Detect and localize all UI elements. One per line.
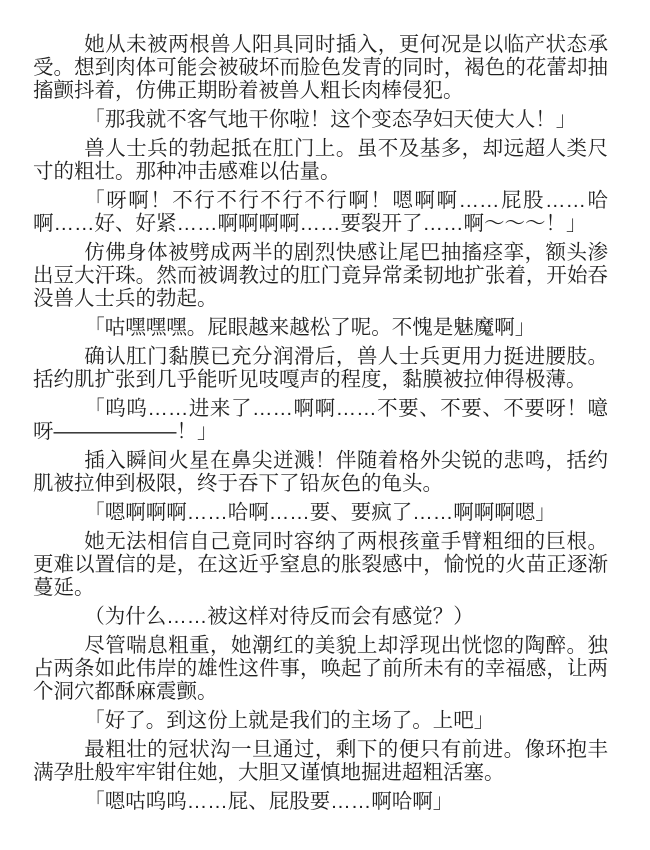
paragraph-03-narration: 兽人士兵的勃起抵在肛门上。虽不及基多，却远超人类尺寸的粗壮。那种冲击感难以估量。	[33, 137, 608, 183]
paragraph-10-dialogue: 「嗯啊啊啊……哈啊……要、要疯了……啊啊啊嗯」	[84, 501, 556, 524]
paragraph-15-narration: 最粗壮的冠状沟一旦通过，剩下的便只有前进。像环抱丰满孕肚般牢牢钳住她，大胆又谨慎地掘进超粗活塞。	[33, 738, 608, 784]
paragraph-05-narration: 仿佛身体被劈成两半的剧烈快感让尾巴抽搐痉挛，额头渗出豆大汗珠。然而被调教过的肛门竟异常柔韧地扩张着，开始吞没兽人士兵的勃起。	[33, 241, 608, 310]
paragraph-09-narration: 插入瞬间火星在鼻尖迸溅！伴随着格外尖锐的悲鸣，括约肌被拉伸到极限，终于吞下了铅灰色的龟头。	[33, 449, 608, 495]
paragraph-11-narration: 她无法相信自己竟同时容纳了两根孩童手臂粗细的巨根。更难以置信的是，在这近乎窒息的胀裂感中，愉悦的火苗正逐渐蔓延。	[33, 530, 608, 599]
paragraph-02-dialogue: 「那我就不客气地干你啦！这个变态孕妇天使大人！」	[84, 108, 577, 131]
paragraph-01-narration: 她从未被两根兽人阳具同时插入，更何况是以临产状态承受。想到肉体可能会被破坏而脸色发青的同时，褐色的花蕾却抽搐颤抖着，仿佛正期盼着被兽人粗长肉棒侵犯。	[33, 33, 608, 102]
paragraph-07-narration: 确认肛门黏膜已充分润滑后，兽人士兵更用力挺进腰肢。括约肌扩张到几乎能听见吱嘎声的程度，黏膜被拉伸得极薄。	[33, 345, 608, 391]
paragraph-08-dialogue: 「呜呜……进来了……啊啊……不要、不要、不要呀！噫呀——————！」	[33, 397, 608, 443]
paragraph-16-dialogue: 「嗯咕呜呜……屁、屁股要……啊哈啊」	[84, 790, 454, 813]
paragraph-13-narration: 尽管喘息粗重，她潮红的美貌上却浮现出恍惚的陶醉。独占两条如此伟岸的雄性这件事，唤起了前所未有的幸福感，让两个洞穴都酥麻震颤。	[33, 634, 608, 703]
paragraph-06-dialogue: 「咕嘿嘿嘿。屁眼越来越松了呢。不愧是魅魔啊」	[84, 316, 536, 339]
paragraph-12-thought: （为什么……被这样对待反而会有感觉？）	[84, 605, 474, 628]
paragraph-04-dialogue: 「呀啊！不行不行不行不行啊！嗯啊啊……屁股……哈啊……好、好紧……啊啊啊啊……要裂开了……啊～～～！」	[33, 189, 608, 235]
paragraph-14-dialogue: 「好了。到这份上就是我们的主场了。上吧」	[84, 709, 495, 732]
